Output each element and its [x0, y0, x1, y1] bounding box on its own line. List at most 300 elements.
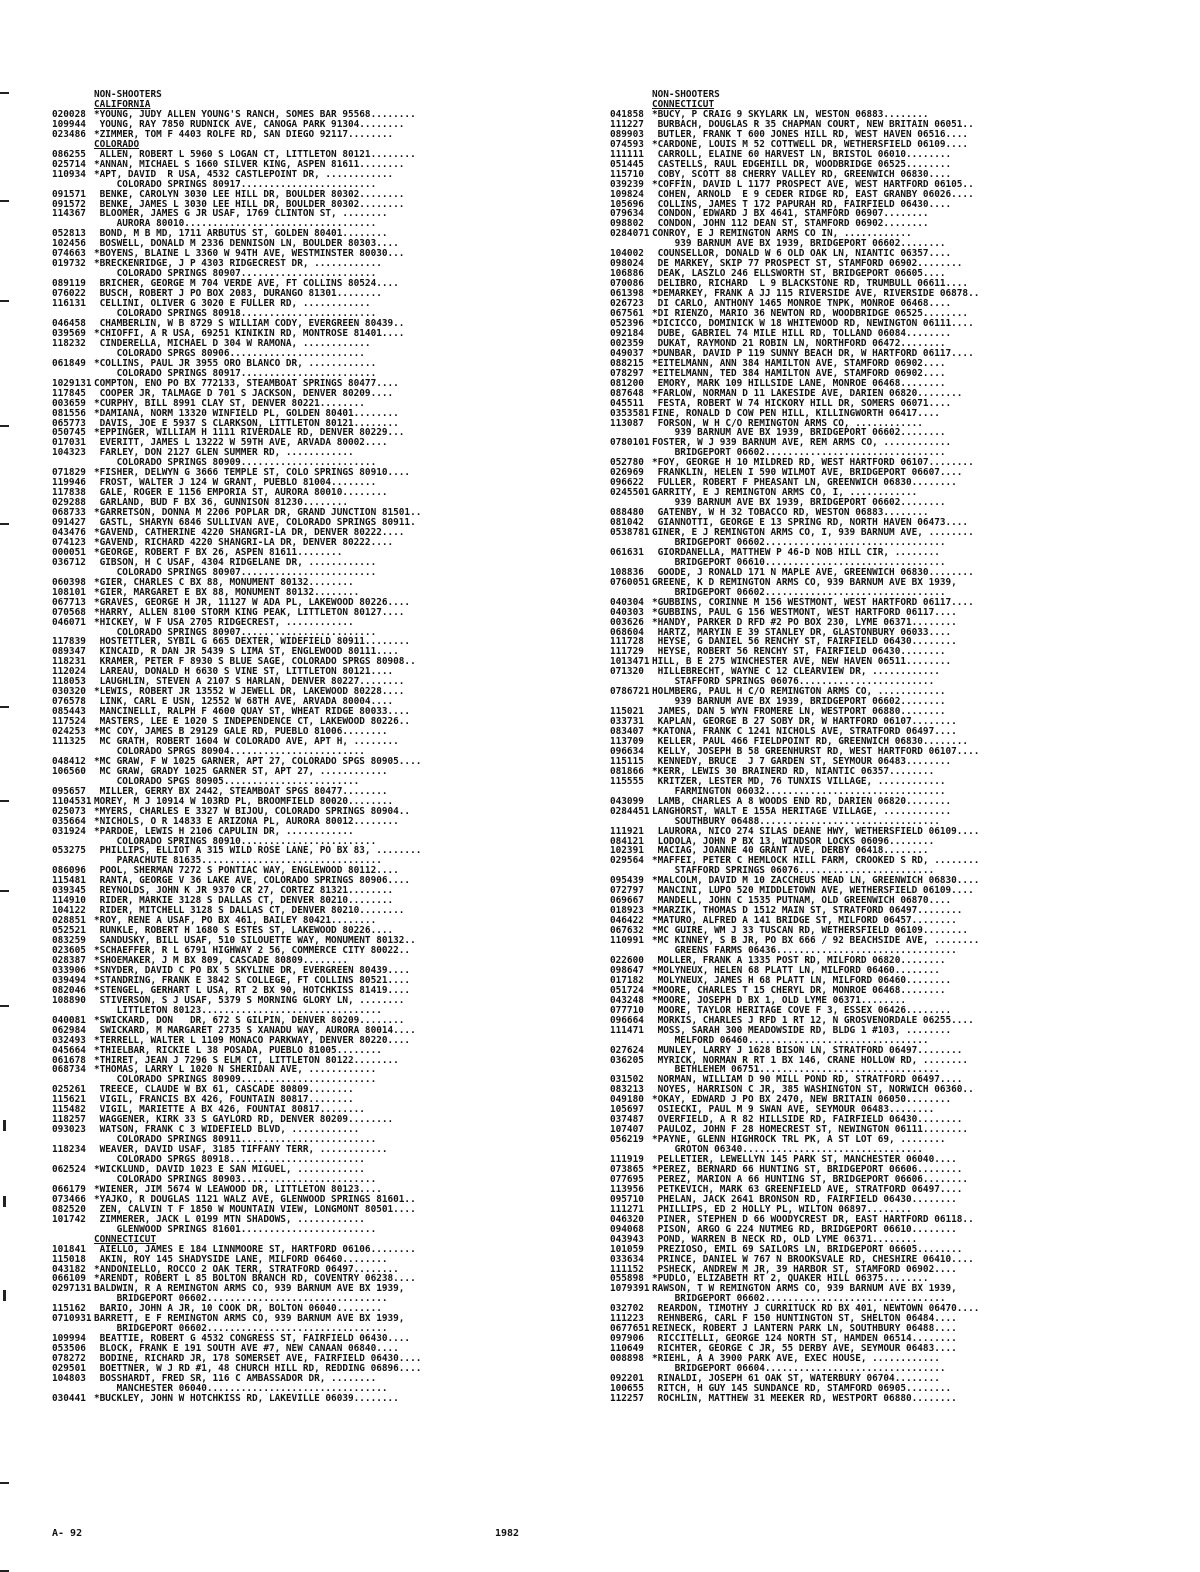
- member-number: 055898: [610, 1273, 644, 1285]
- member-entry: *OKAY, EDWARD J PO BX 2470, NEW BRITAIN 06050........: [652, 1095, 952, 1106]
- member-number: 104803: [52, 1373, 86, 1384]
- member-number: 052780: [610, 457, 644, 469]
- member-number: 078272: [52, 1353, 86, 1365]
- member-number: 113087: [610, 417, 644, 429]
- member-number: 077710: [610, 1004, 644, 1016]
- member-entry: REARDON, TIMOTHY J CURRITUCK RD BX 401, NEWTOWN 06470....: [652, 1304, 980, 1315]
- list-item: [52, 707, 587, 717]
- list-item: [52, 1026, 587, 1036]
- member-entry: RIDER, MITCHELL 3128 S DALLAS CT, DENVER 80210........: [94, 906, 405, 917]
- list-item: [610, 1284, 1170, 1294]
- member-entry: BARIO, JOHN A JR, 10 COOK DR, BOLTON 06040........: [94, 1304, 382, 1315]
- list-item: [52, 289, 587, 299]
- member-entry: *BRECKENRIDGE, J P 4303 RIDGECREST DR, ............: [94, 259, 382, 270]
- list-item: [52, 946, 587, 956]
- member-number: 052813: [52, 228, 86, 240]
- member-entry: MUNLEY, LARRY J 1628 BISON LN, STRATFORD 06497........: [652, 1045, 963, 1056]
- member-entry: CINDERELLA, MICHAEL D 304 W RAMONA, ............: [94, 338, 371, 349]
- list-item: [610, 926, 1170, 936]
- member-entry: *THOMAS, LARRY L 1020 N SHERIDAN AVE, ............: [94, 1065, 377, 1076]
- list-item: [52, 886, 587, 896]
- list-item: [52, 1394, 587, 1404]
- list-item: [610, 568, 1170, 578]
- member-entry: *WICKLUND, DAVID 1023 E SAN MIGUEL, ............: [94, 1164, 365, 1175]
- member-entry: EVERITT, JAMES L 13222 W 59TH AVE, ARVADA 80002....: [94, 438, 388, 449]
- member-entry: WAGGENER, KIRK 33 S GAYLORD RD, DENVER 80209........: [94, 1115, 394, 1126]
- list-item: [610, 757, 1170, 767]
- member-entry: FROST, WALTER J 124 W GRANT, PUEBLO 81004........: [94, 478, 377, 489]
- member-number: 0353581: [610, 407, 650, 419]
- member-entry: *GAVEND, CATHERINE 4220 SHANGRI-LA DR, DENVER 80222....: [94, 527, 405, 538]
- member-entry: BUTLER, FRANK T 600 JONES HILL RD, WEST HAVEN 06516....: [652, 129, 969, 140]
- list-item: [610, 458, 1170, 468]
- member-number: 068733: [52, 507, 86, 519]
- member-number: 097906: [610, 1333, 644, 1345]
- list-item: [610, 1165, 1170, 1175]
- member-entry: *EPPINGER, WILLIAM H 1111 RIVERDALE RD, DENVER 80229...: [94, 428, 405, 439]
- member-number: 045664: [52, 1044, 86, 1056]
- list-item: [52, 986, 587, 996]
- list-item: [610, 866, 1170, 876]
- state-heading: CONNECTICUT: [652, 99, 715, 110]
- member-number: 101742: [52, 1213, 86, 1225]
- member-entry: DE MARKEY, SKIP 77 PROSPECT ST, STAMFORD 06902........: [652, 259, 963, 270]
- list-item: [610, 339, 1170, 349]
- member-entry: LAMB, CHARLES A 8 WOODS END RD, DARIEN 06820........: [652, 796, 952, 807]
- member-entry: *DICICCO, DOMINICK W 18 WHITEWOOD RD, NEWINGTON 06111....: [652, 318, 974, 329]
- member-entry: VIGIL, MARIETTE A BX 426, FOUNTAI 80817........: [94, 1105, 365, 1116]
- member-entry: DI CARLO, ANTHONY 1465 MONROE TNPK, MONROE 06468....: [652, 299, 952, 310]
- member-entry: *CHIOFFI, A R USA, 69251 KINIKIN RD, MONTROSE 81401....: [94, 328, 405, 339]
- list-item: [610, 1075, 1170, 1085]
- member-entry: CONROY, E J REMINGTON ARMS CO IN, ............: [652, 229, 912, 240]
- member-number: 089903: [610, 128, 644, 140]
- member-entry: GATENBY, W H 32 TOBACCO RD, WESTON 06883........: [652, 508, 929, 519]
- list-item: [52, 1036, 587, 1046]
- member-number: 000051: [52, 546, 86, 558]
- list-item: [610, 956, 1170, 966]
- list-item: [610, 837, 1170, 847]
- list-item: [610, 707, 1170, 717]
- list-item: [52, 916, 587, 926]
- member-entry: COLLINS, JAMES T 172 PAPURAH RD, FAIRFIELD 06430....: [652, 199, 952, 210]
- list-item: [52, 896, 587, 906]
- member-entry: *CURPHY, BILL 8991 CLAY ST, DENVER 80221........: [94, 398, 365, 409]
- member-number: 110934: [52, 168, 86, 180]
- member-entry: RUNKLE, ROBERT H 1680 S ESTES ST, LAKEWOOD 80226....: [94, 926, 394, 937]
- member-number: 091572: [52, 198, 86, 210]
- member-number: 087648: [610, 387, 644, 399]
- list-item: [52, 1354, 587, 1364]
- member-entry: BETHLEHEM 06751................................: [652, 1065, 940, 1076]
- member-number: 089119: [52, 278, 86, 290]
- member-number: 032493: [52, 1034, 86, 1046]
- member-entry: *HANDY, PARKER D RFD #2 PO BOX 230, LYME 06371........: [652, 617, 957, 628]
- member-number: 025714: [52, 158, 86, 170]
- section-header: NON-SHOOTERS: [94, 89, 162, 100]
- list-item: [610, 1314, 1170, 1324]
- list-item: [52, 110, 587, 120]
- member-number: 086255: [52, 148, 86, 160]
- scan-mark: [3, 1120, 6, 1131]
- member-entry: REINECK, ROBERT J LANTERN PARK LN, SOUTHBURY 06488....: [652, 1324, 957, 1335]
- member-number: 032702: [610, 1303, 644, 1315]
- list-item: [610, 170, 1170, 180]
- member-entry: AIELLO, JAMES E 184 LINNMOORE ST, HARTFORD 06106........: [94, 1244, 416, 1255]
- member-number: 043099: [610, 795, 644, 807]
- list-item: [610, 1225, 1170, 1235]
- member-number: 091571: [52, 188, 86, 200]
- list-item: [610, 767, 1170, 777]
- member-number: 0710931: [52, 1313, 92, 1325]
- list-item: [52, 966, 587, 976]
- member-entry: MASTERS, LEE E 1020 S INDEPENDENCE CT, LAKEWOOD 80226..: [94, 717, 411, 728]
- list-item: [52, 807, 587, 817]
- member-number: 069667: [610, 895, 644, 907]
- list-item: [52, 488, 587, 498]
- list-item: [52, 1334, 587, 1344]
- list-item: [610, 448, 1170, 458]
- list-item: [52, 229, 587, 239]
- list-item: [610, 1274, 1170, 1284]
- member-number: 109994: [52, 1333, 86, 1345]
- member-number: 083259: [52, 935, 86, 947]
- scan-mark: [0, 1482, 9, 1484]
- member-entry: LANGHORST, WALT E 155A HERITAGE VILLAGE, ............: [652, 806, 952, 817]
- list-item: [52, 1155, 587, 1165]
- list-item: [52, 608, 587, 618]
- list-item: [610, 1235, 1170, 1245]
- member-number: 039239: [610, 178, 644, 190]
- member-entry: COUNSELLOR, DONALD W 6 OLD OAK LN, NIANTIC 06357....: [652, 249, 952, 260]
- member-entry: *SHOEMAKER, J M BX 809, CASCADE 80809........: [94, 955, 348, 966]
- list-item: [610, 299, 1170, 309]
- member-entry: *THIRET, JEAN J 7296 S ELM CT, LITTLETON 80122........: [94, 1055, 399, 1066]
- list-item: [610, 438, 1170, 448]
- left-column: [52, 90, 587, 1404]
- member-entry: GIBSON, H C USAF, 4304 RIDGELANE DR, ............: [94, 557, 377, 568]
- member-entry: FORSON, W H C/O REMINGTON ARMS CO, ............: [652, 418, 923, 429]
- list-item: [610, 558, 1170, 568]
- member-number: 067632: [610, 925, 644, 937]
- member-number: 040304: [610, 596, 644, 608]
- member-number: 003626: [610, 616, 644, 628]
- list-item: [610, 379, 1170, 389]
- list-item: [52, 269, 587, 279]
- member-number: 062984: [52, 1024, 86, 1036]
- member-number: 095439: [610, 875, 644, 887]
- scan-mark: [0, 92, 9, 94]
- list-item: [52, 1046, 587, 1056]
- member-number: 074123: [52, 536, 86, 548]
- member-entry: *COFFIN, DAVID L 1177 PROSPECT AVE, WEST HARTFORD 06105..: [652, 179, 974, 190]
- member-entry: *GAVEND, RICHARD 4220 SHANGRI-LA DR, DENVER 80222....: [94, 537, 394, 548]
- member-entry: COLORADO SPRINGS 80910........................: [94, 836, 377, 847]
- list-item: [52, 926, 587, 936]
- member-entry: CONDON, EDWARD J BX 4641, STAMFORD 06907........: [652, 209, 929, 220]
- member-entry: REHNBERG, CARL F 150 HUNTINGTON ST, SHELTON 06484....: [652, 1314, 957, 1325]
- member-number: 0245501: [610, 487, 650, 499]
- member-number: 092201: [610, 1373, 644, 1384]
- member-number: 074663: [52, 248, 86, 260]
- list-item: [52, 1324, 587, 1334]
- member-entry: PETKEVICH, MARK 63 GREENFIELD AVE, STRATFORD 06497....: [652, 1184, 963, 1195]
- member-entry: MC GRATH, ROBERT 1604 W COLORADO AVE, APT H, ........: [94, 737, 399, 747]
- member-entry: *CARDONE, LOUIS M 52 COTTWELL DR, WETHERSFIELD 06109....: [652, 139, 969, 150]
- member-number: 106560: [52, 765, 86, 777]
- list-item: [52, 1135, 587, 1145]
- list-item: [52, 1344, 587, 1354]
- member-entry: *MATURO, ALFRED A 141 BRIDGE ST, MILFORD 06457........: [652, 916, 957, 927]
- member-entry: *MYERS, CHARLES E 3327 W BIJOU, COLORADO SPRINGS 80904..: [94, 806, 411, 817]
- list-item: [610, 1105, 1170, 1115]
- member-entry: COLORADO SPRGS 80918........................: [94, 1155, 365, 1165]
- member-number: 111729: [610, 646, 644, 658]
- member-entry: COMPTON, ENO PO BX 772133, STEAMBOAT SPRINGS 80477....: [94, 378, 399, 389]
- member-entry: *ROY, RENE A USAF, PO BX 461, BAILEY 80421........: [94, 916, 377, 927]
- member-number: 108101: [52, 586, 86, 598]
- list-item: [610, 1374, 1170, 1384]
- member-entry: PEREZ, MARION A 66 HUNTING ST, BRIDGEPORT 06606........: [652, 1174, 969, 1185]
- member-number: 022600: [610, 954, 644, 966]
- member-number: 003659: [52, 397, 86, 409]
- list-item: [610, 1085, 1170, 1095]
- list-item: [52, 259, 587, 269]
- list-item: [610, 309, 1170, 319]
- member-number: 119946: [52, 477, 86, 489]
- list-item: [610, 667, 1170, 677]
- scan-mark: [0, 1005, 9, 1007]
- member-entry: GREENS FARMS 06436................................: [652, 946, 957, 956]
- list-item: [52, 528, 587, 538]
- member-entry: MANCINI, LUPO 520 MIDDLETOWN AVE, WETHERSFIELD 06109....: [652, 886, 974, 897]
- list-item: [610, 319, 1170, 329]
- list-item: [610, 647, 1170, 657]
- scan-mark: [3, 1196, 6, 1207]
- member-number: 072797: [610, 885, 644, 897]
- member-entry: *MOORE, CHARLES T 15 CHERYL DR, MONROE 06468........: [652, 985, 946, 996]
- member-number: 041858: [610, 108, 644, 120]
- member-entry: COLORADO SPRINGS 80907........................: [94, 627, 377, 638]
- list-item: [52, 856, 587, 866]
- member-number: 115482: [52, 1104, 86, 1116]
- member-number: 074593: [610, 138, 644, 150]
- member-entry: BOSSHARDT, FRED SR, 116 C AMBASSADOR DR, ........: [94, 1374, 377, 1384]
- member-number: 082520: [52, 1203, 86, 1215]
- list-item: [610, 1265, 1170, 1275]
- list-item: [52, 906, 587, 916]
- member-entry: BRIDGEPORT 06602................................: [94, 1324, 388, 1335]
- member-entry: *EITELMANN, ANN 384 HAMILTON AVE, STAMFORD 06902....: [652, 358, 946, 369]
- member-number: 088480: [610, 507, 644, 519]
- member-number: 053506: [52, 1343, 86, 1355]
- list-item: [610, 279, 1170, 289]
- list-item: [610, 200, 1170, 210]
- list-item: [52, 299, 587, 309]
- list-item: [610, 359, 1170, 369]
- member-entry: ZEN, CALVIN T F 1850 W MOUNTAIN VIEW, LONGMONT 80501....: [94, 1204, 416, 1215]
- member-number: 0677651: [610, 1323, 650, 1335]
- member-number: 083407: [610, 726, 644, 738]
- member-entry: JAMES, DAN 5 WYN FROMERE LN, WESTPORT 06880........: [652, 707, 946, 718]
- member-entry: PARACHUTE 81635................................: [94, 856, 382, 867]
- member-entry: PHILLIPS, ELLIOT A 315 WILD ROSE LANE, PO BX 83, ........: [94, 846, 422, 857]
- member-number: 0780101: [610, 437, 650, 449]
- member-entry: *ARENDT, ROBERT L 85 BOLTON BRANCH RD, COVENTRY 06238....: [94, 1274, 416, 1285]
- member-entry: GIANNOTTI, GEORGE E 13 SPRING RD, NORTH HAVEN 06473....: [652, 518, 969, 528]
- member-entry: PELLETIER, LEWELLYN 145 PARK ST, MANCHESTER 06040....: [652, 1155, 957, 1165]
- list-item: [52, 618, 587, 628]
- list-item: [610, 259, 1170, 269]
- member-entry: BURBACH, DOUGLAS R 35 CHAPMAN COURT, NEW BRITAIN 06051..: [652, 119, 974, 130]
- list-item: [610, 578, 1170, 588]
- member-number: 089347: [52, 646, 86, 658]
- list-item: [52, 647, 587, 657]
- list-item: [610, 1115, 1170, 1125]
- list-item: [52, 478, 587, 488]
- list-item: [52, 677, 587, 687]
- member-entry: DELIBRO, RICHARD L 9 BLACKSTONE RD, TRUMBULL 06611....: [652, 279, 969, 290]
- member-number: 052521: [52, 925, 86, 937]
- member-entry: MOSS, SARAH 300 MEADOWSIDE RD, BLDG 1 #103, ........: [652, 1025, 952, 1036]
- member-number: 111471: [610, 1024, 644, 1036]
- list-item: [52, 1314, 587, 1324]
- member-number: 023605: [52, 945, 86, 957]
- list-item: [610, 588, 1170, 598]
- member-entry: WATSON, FRANK C 3 WIDEFIELD BLVD, ............: [94, 1125, 360, 1136]
- member-number: 093023: [52, 1124, 86, 1136]
- member-number: 051724: [610, 984, 644, 996]
- member-entry: BUSCH, ROBERT J PO BOX 2083, DURANGO 81301........: [94, 289, 382, 300]
- member-entry: *MARZIK, THOMAS D 1512 MAIN ST, STRATFORD 06497........: [652, 906, 963, 917]
- member-number: 094068: [610, 1223, 644, 1235]
- member-entry: COLORADO SPRINGS 80907........................: [94, 567, 377, 578]
- list-item: [52, 428, 587, 438]
- scan-mark: [0, 523, 9, 525]
- member-number: 096634: [610, 745, 644, 757]
- member-number: 110991: [610, 935, 644, 947]
- member-entry: *THIELBAR, RICKIE L 38 POSADA, PUEBLO 81005........: [94, 1045, 382, 1056]
- member-entry: PAULOZ, JOHN F 28 HOMECREST ST, NEWINGTON 06111........: [652, 1125, 969, 1136]
- member-entry: TREECE, CLAUDE W BX 61, CASCADE 80809........: [94, 1085, 354, 1096]
- member-number: 095710: [610, 1193, 644, 1205]
- member-number: 025073: [52, 805, 86, 817]
- list-item: [52, 866, 587, 876]
- list-item: [52, 1255, 587, 1265]
- member-entry: *SCHAEFFER, R L 6791 HIGHWAY 2 56, COMMERCE CITY 80022..: [94, 946, 411, 956]
- member-entry: DUKAT, RAYMOND 21 ROBIN LN, NORTHFORD 06472........: [652, 338, 946, 349]
- member-entry: *PEREZ, BERNARD 66 HUNTING ST, BRIDGEPORT 06606........: [652, 1164, 963, 1175]
- member-number: 061398: [610, 288, 644, 300]
- member-entry: COLORADO SPRINGS 80911........................: [94, 1135, 377, 1146]
- member-number: 060398: [52, 576, 86, 588]
- list-item: [52, 667, 587, 677]
- list-item: [610, 140, 1170, 150]
- list-item: [610, 508, 1170, 518]
- member-entry: KINCAID, R DAN JR 5439 S LIMA ST, ENGLEWOOD 80111....: [94, 647, 399, 658]
- member-entry: *LEWIS, ROBERT JR 13552 W JEWELL DR, LAKEWOOD 80228....: [94, 687, 405, 698]
- member-entry: RITCH, H GUY 145 SUNDANCE RD, STAMFORD 06905........: [652, 1383, 952, 1394]
- member-entry: DEAK, LASZLO 246 ELLSWORTH ST, BRIDGEPORT 06605....: [652, 269, 946, 280]
- member-number: 043476: [52, 526, 86, 538]
- member-entry: *ANDONIELLO, ROCCO 2 OAK TERR, STRATFORD 06497........: [94, 1264, 399, 1275]
- member-entry: *KATONA, FRANK C 1241 NICHOLS AVE, STRATFORD 06497....: [652, 727, 957, 737]
- member-number: 105697: [610, 1104, 644, 1116]
- list-item: [52, 160, 587, 170]
- list-item: [610, 1016, 1170, 1026]
- member-entry: LITTLETON 80123................................: [94, 1005, 382, 1016]
- list-item: [52, 359, 587, 369]
- member-number: 102391: [610, 845, 644, 857]
- member-entry: LODOLA, JOHN P BX 13, WINDSOR LOCKS 06096........: [652, 836, 935, 847]
- member-number: 033634: [610, 1253, 644, 1265]
- list-item: [610, 219, 1170, 229]
- member-entry: *GIER, MARGARET E BX 88, MONUMENT 80132........: [94, 587, 360, 598]
- member-entry: COLORADO SPGS 80905........................: [94, 776, 360, 787]
- member-entry: KENNEDY, BRUCE J 7 GARDEN ST, SEYMOUR 06483........: [652, 756, 952, 767]
- member-number: 067713: [52, 596, 86, 608]
- member-entry: BRIDGEPORT 06602................................: [94, 1294, 388, 1305]
- member-entry: PRINCE, DANIEL W 767 N BROOKSVALE RD, CHESHIRE 06410....: [652, 1254, 974, 1265]
- list-item: [52, 419, 587, 429]
- member-entry: *ANNAN, MICHAEL S 1660 SILVER KING, ASPEN 81611........: [94, 159, 405, 170]
- member-number: 115115: [610, 755, 644, 767]
- member-entry: MORKIS, CHARLES J RFD 1 RT 12, N GROSVENORDALE 06255....: [652, 1015, 974, 1026]
- member-number: 067561: [610, 308, 644, 320]
- list-item: [610, 419, 1170, 429]
- member-number: 115555: [610, 775, 644, 787]
- member-number: 092184: [610, 327, 644, 339]
- list-item: [52, 339, 587, 349]
- member-entry: 939 BARNUM AVE BX 1939, BRIDGEPORT 06602........: [652, 498, 946, 509]
- member-entry: *SNYDER, DAVID C PO BX 5 SKYLINE DR, EVERGREEN 80439....: [94, 965, 411, 976]
- list-item: [52, 598, 587, 608]
- list-item: [610, 488, 1170, 498]
- member-number: 030441: [52, 1392, 86, 1404]
- member-entry: *HICKEY, W F USA 2705 RIDGECREST, ............: [94, 617, 354, 628]
- list-item: [610, 1294, 1170, 1304]
- member-number: 098024: [610, 258, 644, 270]
- list-item: [610, 1334, 1170, 1344]
- list-item: [610, 1135, 1170, 1145]
- list-item: [610, 1006, 1170, 1016]
- member-entry: *GARRETSON, DONNA M 2206 POPLAR DR, GRAND JUNCTION 81501..: [94, 508, 422, 519]
- member-entry: YOUNG, RAY 7850 RUDNICK AVE, CANOGA PARK 91304........: [94, 119, 405, 130]
- member-entry: LAURORA, NICO 274 SILAS DEANE HWY, WETHERSFIELD 06109....: [652, 826, 980, 837]
- list-item: [610, 1065, 1170, 1075]
- member-number: 118231: [52, 656, 86, 668]
- member-number: 117838: [52, 487, 86, 499]
- member-entry: PINER, STEPHEN D 66 WOODYCREST DR, EAST HARTFORD 06118..: [652, 1214, 974, 1225]
- list-item: [610, 229, 1170, 239]
- member-entry: *RIEHL, A A 3900 PARK AVE, EXEC HOUSE, ............: [652, 1354, 940, 1365]
- member-entry: MANCINELLI, RALPH F 4600 QUAY ST, WHEAT RIDGE 80033....: [94, 707, 411, 718]
- list-item: [52, 309, 587, 319]
- list-item: [52, 1185, 587, 1195]
- member-entry: *NICHOLS, O R 14833 E ARIZONA PL, AURORA 80012........: [94, 816, 399, 827]
- member-number: 029564: [610, 855, 644, 867]
- member-entry: KELLER, PAUL 466 FIELDPOINT RD, GREENWICH 06830........: [652, 737, 969, 747]
- list-item: [52, 1105, 587, 1115]
- list-item: [52, 637, 587, 647]
- list-item: [610, 399, 1170, 409]
- member-number: 105696: [610, 198, 644, 210]
- member-entry: 939 BARNUM AVE BX 1939, BRIDGEPORT 06602........: [652, 697, 946, 708]
- member-number: 081866: [610, 765, 644, 777]
- list-item: [52, 1125, 587, 1135]
- member-entry: *TERRELL, WALTER L 1109 MONACO PARKWAY, DENVER 80220....: [94, 1035, 411, 1046]
- member-entry: CARROLL, ELAINE 60 HARVEST LN, BRISTOL 06010........: [652, 149, 952, 160]
